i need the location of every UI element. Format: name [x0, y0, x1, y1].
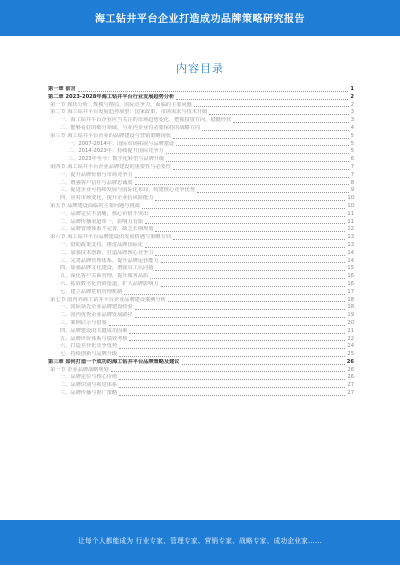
toc-page-number: 26 — [347, 366, 354, 373]
toc-entry-title: 三、完善品牌管理体系，提升品牌运营能力 — [60, 257, 159, 264]
toc-page-number: 5 — [350, 132, 354, 139]
toc-entry-title: 六、打造差异化竞争优势 — [60, 343, 118, 350]
toc-leader-dots — [155, 200, 345, 201]
toc-page-number: 11 — [347, 210, 354, 217]
toc-entry-title: 第二节 海工钻井平台发展趋势展望：国家政策，市场需求与技术升级 — [50, 109, 208, 116]
toc-entry[interactable] — [48, 172, 354, 180]
toc-leader-dots — [161, 286, 346, 287]
toc-entry[interactable] — [48, 258, 354, 266]
toc-page-number: 18 — [347, 296, 354, 303]
toc-entry-title: 五、深化客户关系管理，提升服务品质 — [60, 273, 149, 280]
toc-entry-title: 四、加强品牌文化建设，增强员工认同感 — [60, 265, 154, 272]
toc-leader-dots — [135, 309, 346, 310]
toc-entry[interactable] — [48, 382, 354, 390]
toc-leader-dots — [209, 114, 348, 115]
toc-leader-dots — [119, 348, 345, 349]
toc-page-number: 10 — [347, 202, 354, 209]
toc-entry-title: 一、2007-2014年：国际市场拓展与品牌建设 — [68, 140, 175, 147]
toc-leader-dots — [197, 192, 349, 193]
toc-entry[interactable] — [48, 390, 354, 398]
toc-page-number: 14 — [347, 257, 354, 264]
toc-entry-title: 三、品牌管理体系不完善，缺乏长期规划 — [60, 226, 154, 233]
toc-page-number: 24 — [347, 343, 354, 350]
toc-leader-dots — [124, 294, 345, 295]
toc-entry-title: 七、建立品牌危机管理机制 — [60, 288, 123, 295]
toc-entry-title: 二、增强客户信任与品牌忠诚度 — [60, 179, 133, 186]
toc-entry[interactable] — [48, 242, 354, 250]
toc-entry[interactable] — [48, 117, 354, 125]
toc-entry[interactable] — [48, 265, 354, 273]
toc-entry-title: 六、拓展数字化营销渠道，扩大品牌影响力 — [60, 280, 159, 287]
toc-entry-title: 一、品牌定位与核心价值 — [60, 374, 118, 381]
toc-leader-dots — [150, 216, 345, 217]
toc-leader-dots — [166, 161, 348, 162]
toc-page-number: 7 — [350, 171, 354, 178]
toc-page-number: 19 — [347, 312, 354, 319]
toc-leader-dots — [111, 371, 346, 372]
toc-entry[interactable] — [48, 203, 354, 211]
toc-page-number: 27 — [347, 390, 354, 397]
toc-entry[interactable] — [48, 328, 354, 336]
toc-entry-title: 四、品牌建设的关键成功因素 — [60, 327, 128, 334]
toc-leader-dots — [119, 387, 345, 388]
toc-leader-dots — [150, 278, 345, 279]
toc-page-number: 12 — [347, 226, 354, 233]
toc-entry[interactable] — [48, 304, 354, 312]
toc-page-number: 8 — [350, 179, 354, 186]
toc-entry-title: 第三章 如何打造一个成功的海工钻井平台品牌策略及建议 — [48, 358, 180, 365]
toc-leader-dots — [119, 356, 345, 357]
toc-leader-dots — [145, 223, 345, 224]
toc-entry[interactable] — [48, 141, 354, 149]
toc-entry-title: 三、品牌传播与推广策略 — [60, 390, 118, 397]
toc-entry-title: 二、加强技术创新，打造品牌核心竞争力 — [60, 249, 154, 256]
toc-leader-dots — [202, 130, 349, 131]
toc-entry-title: 四、应对市场变化，提升企业抗风险能力 — [60, 195, 154, 202]
toc-entry-title: 一、品牌定位不清晰，核心价值不突出 — [60, 210, 149, 217]
toc-leader-dots — [129, 333, 345, 334]
report-title: 海工钻井平台企业打造成功品牌策略研究报告 — [95, 14, 305, 25]
toc-leader-dots — [173, 169, 349, 170]
toc-page-number: 27 — [347, 382, 354, 389]
toc-leader-dots — [109, 325, 346, 326]
toc-leader-dots — [155, 255, 345, 256]
toc-leader-dots — [173, 239, 345, 240]
toc-entry[interactable] — [48, 219, 354, 227]
toc-page-number: 16 — [347, 280, 354, 287]
toc-entry[interactable] — [48, 374, 354, 382]
toc-entry-title: 第七节 国内外海工钻井平台企业品牌建设案例分析 — [50, 296, 166, 303]
toc-page-number: 9 — [350, 187, 354, 194]
toc-leader-dots — [168, 301, 346, 302]
toc-leader-dots — [129, 340, 345, 341]
toc-leader-dots — [142, 208, 346, 209]
toc-leader-dots — [176, 99, 348, 100]
toc-leader-dots — [173, 138, 349, 139]
toc-page-number: 6 — [350, 156, 354, 163]
toc-leader-dots — [155, 270, 345, 271]
toc-entry[interactable] — [48, 226, 354, 234]
toc-entry-title: 七、持续创新与品牌升级 — [60, 351, 118, 358]
toc-heading: 内容目录 — [176, 62, 224, 75]
toc-page-number: 26 — [347, 374, 354, 381]
toc-entry-title: 一、国际领先企业品牌建设经验 — [60, 304, 133, 311]
toc-page-number: 20 — [347, 319, 354, 326]
toc-entry[interactable] — [48, 94, 354, 102]
footer-banner — [0, 520, 400, 565]
table-of-contents — [48, 86, 354, 398]
toc-page-number: 25 — [347, 351, 354, 358]
toc-page-number: 2 — [350, 101, 354, 108]
toc-entry[interactable] — [48, 195, 354, 203]
toc-entry-title: 第一节 现状分析：规模与格局，国际竞争力，面临的主要问题 — [50, 101, 192, 108]
toc-entry[interactable] — [48, 234, 354, 242]
toc-leader-dots — [233, 122, 348, 123]
toc-entry[interactable] — [48, 297, 354, 305]
toc-leader-dots — [119, 379, 345, 380]
toc-entry[interactable] — [48, 359, 354, 367]
toc-entry-title: 二、品牌识别与视觉体系 — [60, 382, 118, 389]
toc-entry-title: 一、海工钻井平台企业应当关注的市场趋势变化，把握投资方向，稳健经营 — [60, 117, 232, 124]
toc-entry[interactable] — [48, 156, 354, 164]
toc-leader-dots — [78, 91, 349, 92]
toc-entry-title: 三、案例启示与借鉴 — [60, 319, 107, 326]
toc-entry-title: 第一章 前言 — [48, 86, 76, 92]
toc-leader-dots — [166, 153, 349, 154]
toc-page-number: 7 — [350, 163, 354, 170]
toc-leader-dots — [194, 106, 349, 107]
toc-page-number: 2 — [350, 93, 354, 100]
toc-entry[interactable] — [48, 273, 354, 281]
toc-entry[interactable] — [48, 312, 354, 320]
toc-page-number: 5 — [350, 140, 354, 147]
toc-entry[interactable] — [48, 133, 354, 141]
toc-page-number: 1 — [350, 86, 354, 92]
toc-entry[interactable] — [48, 102, 354, 110]
toc-entry-title: 二、2014-2023年：持续提升国际竞争力 — [68, 148, 164, 155]
toc-entry[interactable] — [48, 289, 354, 297]
toc-page-number: 3 — [350, 117, 354, 124]
toc-leader-dots — [135, 317, 346, 318]
toc-entry-title: 第四节 海工钻井平台企业品牌建设的重要性与必要性 — [50, 163, 171, 170]
toc-page-number: 17 — [347, 288, 354, 295]
toc-page-number: 3 — [350, 109, 354, 116]
toc-entry[interactable] — [48, 367, 354, 375]
toc-entry[interactable] — [48, 148, 354, 156]
toc-entry[interactable] — [48, 164, 354, 172]
toc-entry[interactable] — [48, 187, 354, 195]
toc-entry[interactable] — [48, 180, 354, 188]
toc-entry-title: 二、国内优秀企业品牌发展路径 — [60, 312, 133, 319]
toc-leader-dots — [176, 145, 349, 146]
toc-entry-title: 一、借助政策支持，推进品牌国际化 — [60, 241, 144, 248]
toc-page-number: 14 — [347, 249, 354, 256]
toc-entry[interactable] — [48, 320, 354, 328]
toc-entry-title: 第五节 品牌建设面临的主要问题与挑战 — [50, 202, 140, 209]
toc-page-number: 22 — [347, 335, 354, 342]
toc-entry[interactable] — [48, 250, 354, 258]
toc-leader-dots — [155, 231, 345, 232]
toc-page-number: 10 — [347, 195, 354, 202]
toc-leader-dots — [135, 184, 349, 185]
toc-page-number: 18 — [347, 304, 354, 311]
toc-leader-dots — [119, 395, 345, 396]
toc-page-number: 13 — [347, 234, 354, 241]
toc-entry[interactable] — [48, 281, 354, 289]
toc-entry-title: 第六节 海工钻井平台品牌建设的发展机遇与策略方向 — [50, 234, 171, 241]
toc-page-number: 11 — [347, 218, 354, 225]
toc-leader-dots — [182, 364, 345, 365]
toc-page-number: 13 — [347, 241, 354, 248]
toc-entry-title: 第三节 海工钻井平台企业的品牌建设与营销策略现状 — [50, 132, 171, 139]
toc-leader-dots — [135, 177, 349, 178]
toc-entry-title: 一、提升品牌价值与市场竞争力 — [60, 171, 133, 178]
header-banner — [0, 0, 400, 36]
toc-leader-dots — [145, 247, 345, 248]
toc-entry[interactable] — [48, 343, 354, 351]
toc-page-number: 26 — [346, 358, 354, 365]
footer-slogan: 让每个人都能成为 行业专家、管理专家、营销专家、战略专家、成功企业家…… — [78, 537, 322, 545]
toc-page-number: 4 — [350, 124, 354, 131]
toc-entry[interactable] — [48, 336, 354, 344]
toc-entry-title: 第一节 企业品牌战略规划 — [50, 366, 109, 373]
toc-entry[interactable] — [48, 211, 354, 219]
toc-page-number: 16 — [347, 273, 354, 280]
toc-page-number: 5 — [350, 148, 354, 155]
toc-entry[interactable] — [48, 86, 354, 94]
toc-entry[interactable] — [48, 125, 354, 133]
toc-entry-title: 第二章 2023-2028年海工钻井平台行业发展趋势分析 — [48, 93, 175, 100]
toc-entry-title: 二、品牌传播渠道单一，影响力有限 — [60, 218, 144, 225]
toc-entry-title: 五、品牌评价体系与绩效考核 — [60, 335, 128, 342]
toc-page-number: 15 — [347, 265, 354, 272]
toc-entry-title: 二、能够看好的细分领域，与业内企业有必要保持的战略方向 — [60, 124, 201, 131]
toc-entry-title: 三、促进企业可持续发展与国际化布局，构建核心竞争优势 — [60, 187, 195, 194]
toc-entry[interactable] — [48, 351, 354, 359]
toc-entry[interactable] — [48, 109, 354, 117]
toc-entry-title: 三、2023年至今：数字化转型与品牌升级 — [68, 156, 165, 163]
toc-page-number: 21 — [347, 327, 354, 334]
toc-leader-dots — [161, 262, 346, 263]
